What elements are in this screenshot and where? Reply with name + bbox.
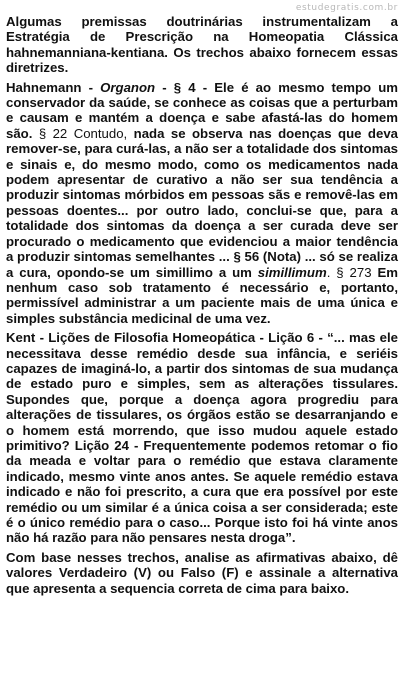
question-prompt-text: Com base nesses trechos, analise as afirmativas abaixo, dê valores Verdadeiro (V) ou Falso (F) e assinale a alternativa que apresenta a sequencia correta de cima para baixo. xyxy=(6,549,398,596)
kent-label: Kent - Lições de Filosofia Homeopática - Lição 6 - xyxy=(6,330,328,346)
hahnemann-text-a: Ele é ao mesmo tempo um conservador da saúde, se conhece as coisas que a perturbam e causam e mantém a doença e sabe afastá-las do homem são. xyxy=(6,79,398,141)
section-273: . § 273 xyxy=(326,264,372,280)
kent-quote-b: Frequentemente podemos retomar o fio da meada e voltar para o remédio que estava claramente indicado, mesmo vinte anos antes. Se aquele remédio estava indicado e não foi prescrito, a cura que era possível por este remédio ou um similar é a única coisa a ser considerada; este é o único remédio para o caso... Porque isto foi há vinte anos não há razão para não pensares nesta droga”. xyxy=(6,437,398,546)
organon-title: Organon xyxy=(100,79,156,95)
question-prompt xyxy=(6,550,398,596)
kent-quote-a: “... mas ele necessitava desse remédio desde sua infância, e seriéis capazes de imaginá-lo, a partir dos sintomas de sua mudança de estado puro e simples, sem as alterações tissulares. Supondes que, porque a doença agora progrediu para alterações de tissulares, os órgãos estão se desarranjando e o homem está morrendo, que isso mudou aquele estado primitivo? xyxy=(6,330,399,453)
hahnemann-text-b: nada se observa nas doenças que deva remover-se, para curá-las, a não ser a totalidade dos sintomas e sinais e, do mesmo modo, como os medicamentos nada podem apresentar de curativo a não ser sua tendência a produzir sintomas mórbidos em pessoas sãs e removê-las em pessoas doentes... por outro lado, conclui-se que, para a totalidade dos sintomas da doença a ser curada deve ser procurado o medicamento que evidenciou a maior tendência a produzir sintomas semelhantes ... § 56 (Nota) ... só se realiza a cura, opondo-se um simillimo a um xyxy=(6,125,398,280)
watermark: estudegratis.com.br xyxy=(295,3,398,13)
hahnemann-text-c: Em nenhum caso sob tratamento é necessário e, portanto, permissível administrar a um paciente mais de uma única e simples substância medicinal de uma vez. xyxy=(6,264,398,326)
hahnemann-label-suffix: - § 4 - xyxy=(155,79,215,95)
question-text xyxy=(6,14,398,596)
intro-paragraph xyxy=(6,14,398,76)
hahnemann-paragraph xyxy=(6,80,398,327)
licao24-label: Lição 24 - xyxy=(69,437,144,453)
section-22: § 22 Contudo, xyxy=(38,125,128,141)
kent-paragraph xyxy=(6,330,398,546)
simillimum-term: simillimum xyxy=(257,264,327,280)
intro-text: Algumas premissas doutrinárias instrumentalizam a Estratégia de Prescrição na Homeopatia Clássica hahnemanniana-kentiana. Os trechos abaixo fornecem essas diretrizes. xyxy=(6,14,398,76)
hahnemann-label-prefix: Hahnemann - xyxy=(6,79,101,95)
